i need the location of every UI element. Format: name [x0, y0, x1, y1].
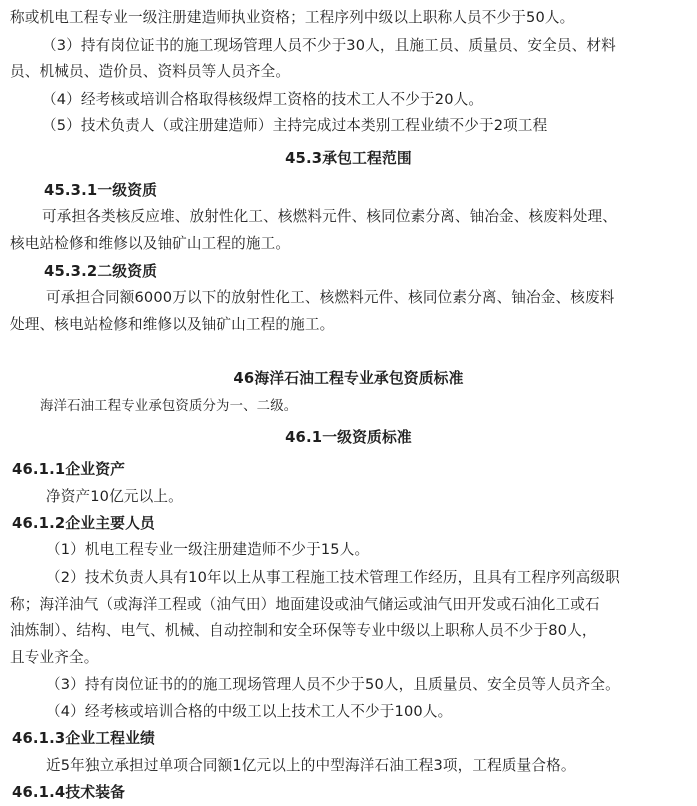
- subsection-heading: 45.3.1一级资质: [44, 182, 158, 199]
- text-line: （3）持有岗位证书的的施工现场管理人员不少于50人，且质量员、安全员等人员齐全。: [46, 676, 620, 693]
- subsection-heading: 45.3.2二级资质: [44, 263, 158, 280]
- text-line: 处理、核电站检修和维修以及铀矿山工程的施工。: [10, 316, 335, 333]
- text-line: 可承担各类核反应堆、放射性化工、核燃料元件、核同位素分离、铀冶金、核废料处理、: [42, 208, 618, 225]
- subsection-heading: 46.1.2企业主要人员: [12, 515, 156, 532]
- section-heading: 45.3承包工程范围: [285, 150, 412, 167]
- text-line: （3）持有岗位证书的施工现场管理人员不少于30人，且施工员、质量员、安全员、材料: [42, 37, 616, 54]
- subsection-heading: 46.1.4技术装备: [12, 784, 126, 801]
- text-line: 油炼制）、结构、电气、机械、自动控制和安全环保等专业中级以上职称人员不少于80人，: [10, 622, 597, 639]
- text-line: （2）技术负责人具有10年以上从事工程施工技术管理工作经历，且具有工程序列高级职: [46, 569, 620, 586]
- text-line: 称；海洋油气（或海洋工程或（油气田）地面建设或油气储运或油气田开发或石油化工或石: [10, 596, 600, 613]
- text-line: （4）经考核或培训合格的中级工以上技术工人不少于100人。: [46, 703, 453, 720]
- chapter-heading: 46海洋石油工程专业承包资质标准: [233, 370, 464, 387]
- text-line: 可承担合同额6000万以下的放射性化工、核燃料元件、核同位素分离、铀冶金、核废料: [46, 289, 615, 306]
- text-line: 称或机电工程专业一级注册建造师执业资格；工程序列中级以上职称人员不少于50人。: [10, 9, 575, 26]
- text-line: （4）经考核或培训合格取得核级焊工资格的技术工人不少于20人。: [42, 91, 484, 108]
- text-line: （1）机电工程专业一级注册建造师不少于15人。: [46, 541, 370, 558]
- section-heading: 46.1一级资质标准: [285, 429, 412, 446]
- subsection-heading: 46.1.3企业工程业绩: [12, 730, 156, 747]
- text-line: 核电站检修和维修以及铀矿山工程的施工。: [10, 235, 291, 252]
- text-line: （5）技术负责人（或注册建造师）主持完成过本类别工程业绩不少于2项工程: [42, 117, 548, 134]
- text-line: 近5年独立承担过单项合同额1亿元以上的中型海洋石油工程3项，工程质量合格。: [46, 757, 576, 774]
- subsection-heading: 46.1.1企业资产: [12, 461, 126, 478]
- text-line: 员、机械员、造价员、资料员等人员齐全。: [10, 63, 291, 80]
- text-line: 净资产10亿元以上。: [46, 488, 183, 505]
- text-line: 且专业齐全。: [10, 649, 99, 666]
- text-line: 海洋石油工程专业承包资质分为一、二级。: [40, 399, 298, 414]
